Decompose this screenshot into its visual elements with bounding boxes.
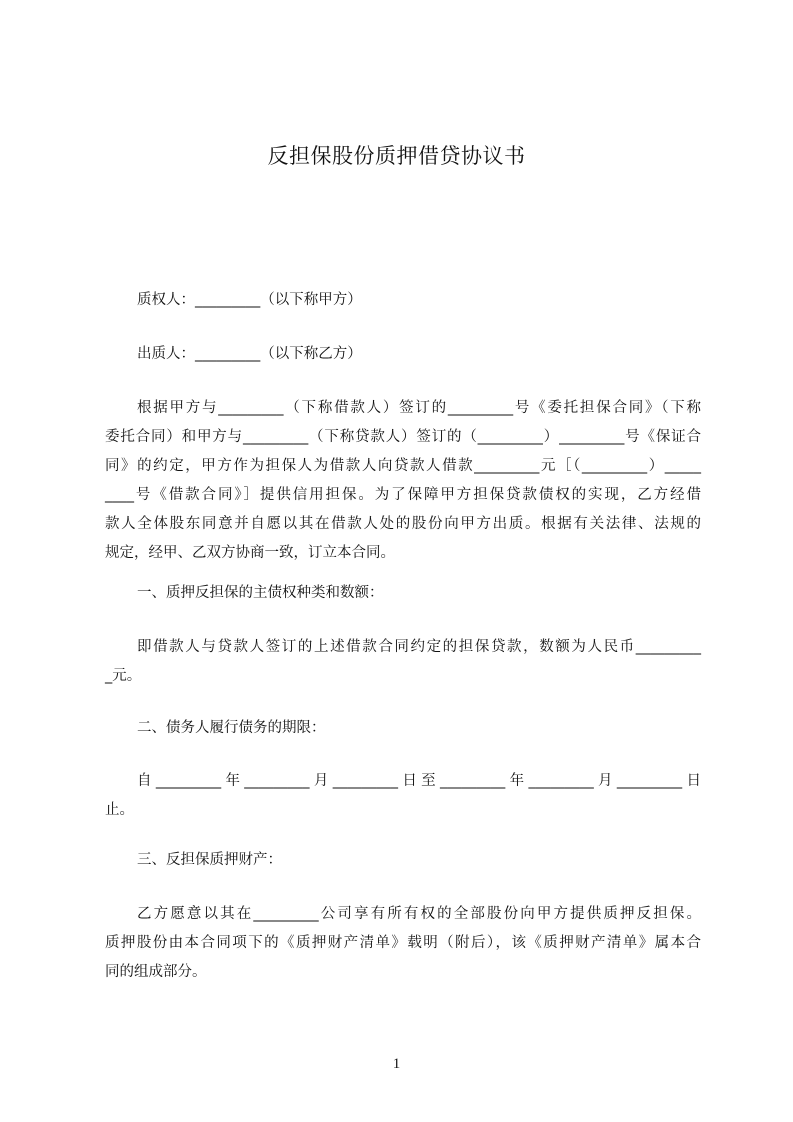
preamble-line: 委托合同）和甲方与_________（下称贷款人）签订的（_________）_________号《保证合 bbox=[105, 429, 701, 445]
page-number: 1 bbox=[392, 1056, 401, 1072]
section1-heading: 一、质押反担保的主债权种类和数额： bbox=[137, 585, 384, 601]
pledgor-line: 出质人：_________（以下称乙方） bbox=[137, 346, 362, 362]
preamble-line: 款人全体股东同意并自愿以其在借款人处的股份向甲方出质。根据有关法律、法规的 bbox=[105, 516, 701, 532]
preamble-line: 规定，经甲、乙双方协商一致，订立本合同。 bbox=[105, 545, 395, 561]
section3-line: 质押股份由本合同项下的《质押财产清单》载明（附后），该《质押财产清单》属本合 bbox=[105, 935, 701, 951]
section3-body bbox=[105, 900, 701, 987]
section2-heading: 二、债务人履行债务的期限： bbox=[137, 720, 326, 736]
preamble-line: 同》的约定，甲方作为担保人为借款人向贷款人借款_________元［（_________）_____ bbox=[105, 458, 701, 474]
document-title: 反担保股份质押借贷协议书 bbox=[267, 144, 526, 168]
section2-body bbox=[105, 767, 701, 825]
preamble-line: 根据甲方与_________（下称借款人）签订的_________号《委托担保合同》（下称 bbox=[137, 400, 701, 416]
section2-line: 止。 bbox=[105, 802, 134, 818]
section3-line: 同的组成部分。 bbox=[105, 964, 207, 980]
section1-line: _元。 bbox=[105, 668, 142, 684]
preamble-line: ____号《借款合同》］提供信用担保。为了保障甲方担保贷款债权的实现，乙方经借 bbox=[105, 487, 701, 503]
pledgee-line: 质权人：_________（以下称甲方） bbox=[137, 292, 362, 308]
section2-line: 自_________年_________月_________日至_________年_________月_________日 bbox=[137, 773, 701, 789]
preamble-paragraph bbox=[105, 394, 701, 568]
section3-line: 乙方愿意以其在_________公司享有所有权的全部股份向甲方提供质押反担保。 bbox=[137, 906, 701, 922]
section3-heading: 三、反担保质押财产： bbox=[137, 852, 282, 868]
section1-body bbox=[105, 633, 701, 691]
section1-line: 即借款人与贷款人签订的上述借款合同约定的担保贷款，数额为人民币_________ bbox=[137, 639, 701, 655]
